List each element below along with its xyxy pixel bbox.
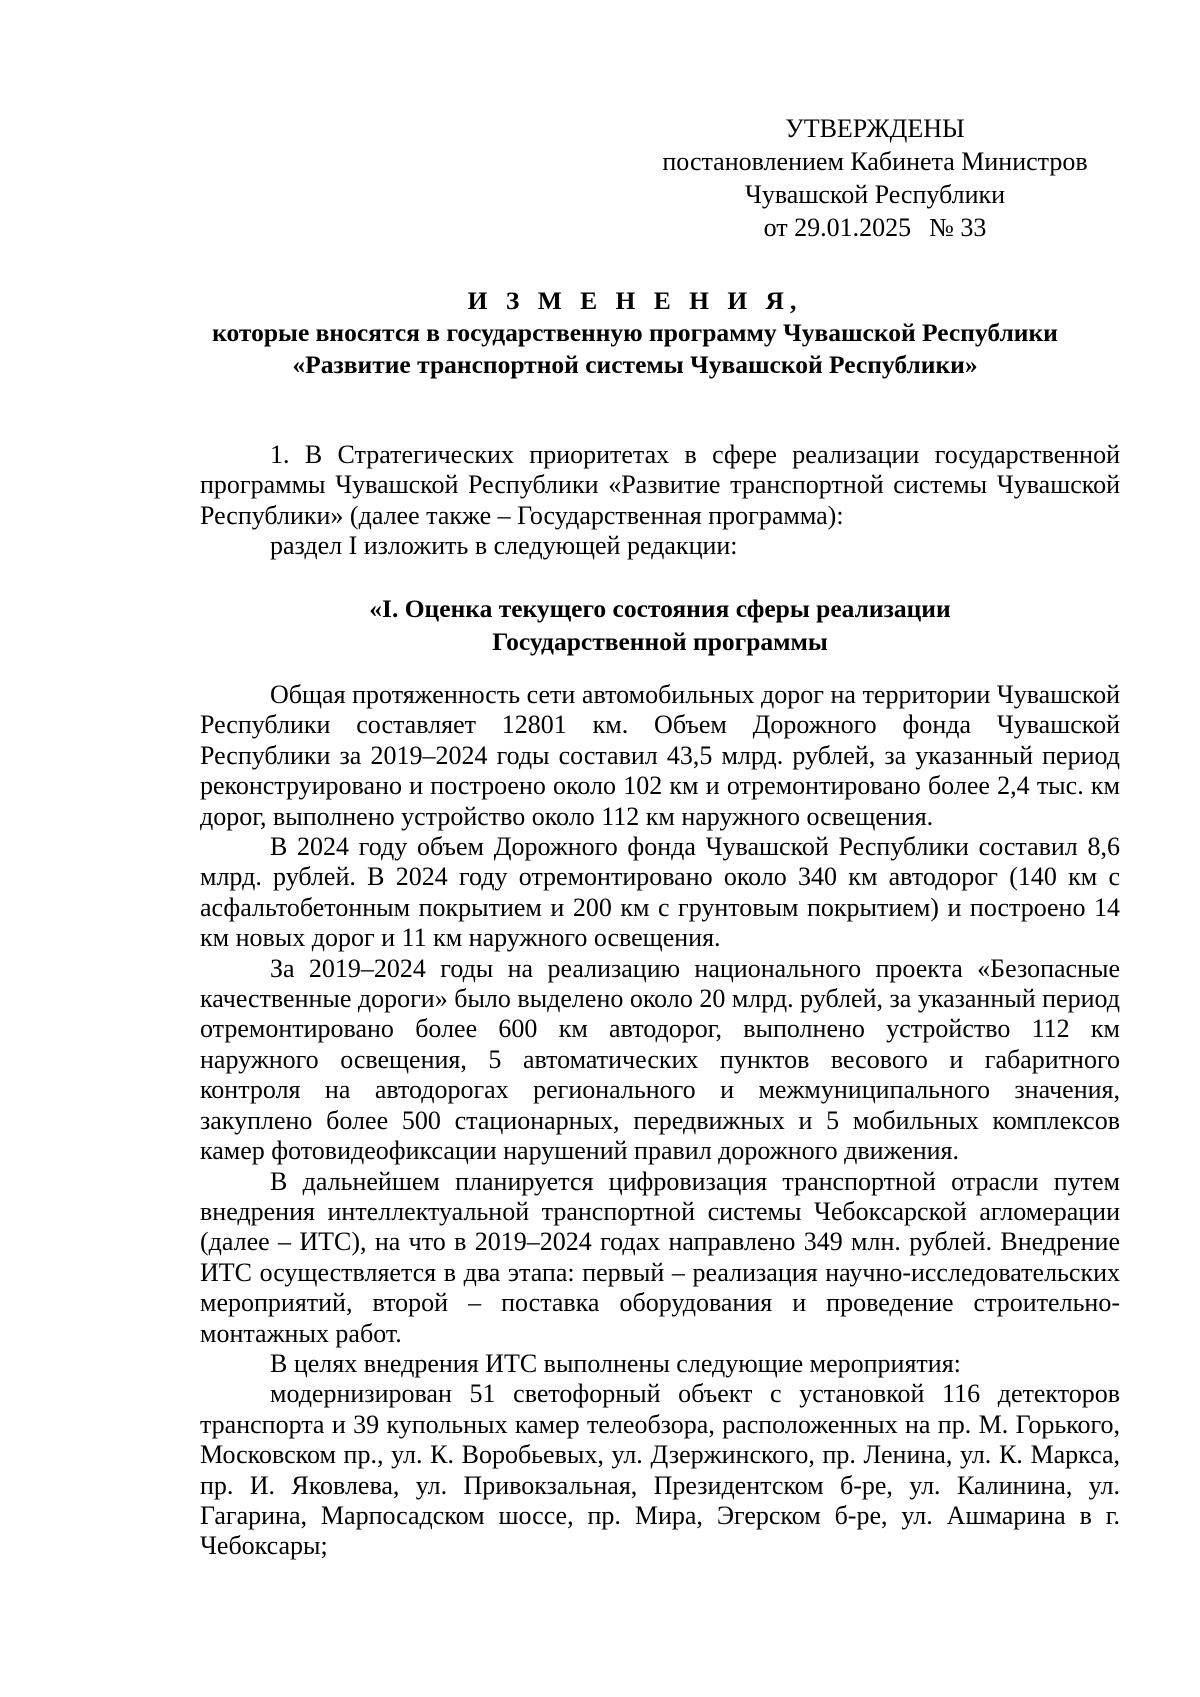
approval-number: № 33 bbox=[929, 213, 987, 242]
body-paragraph: За 2019–2024 годы на реализацию национального проекта «Безопасные качественные дороги» было выделено около 20 млрд. рублей, за указанный период отремонтировано более 600 км автодорог, выполнено устройство 112 км наружного освещения, 5 автоматических пунктов весового и габаритного контроля на автодорогах регионального и межмуниципального значения, закуплено более 500 стационарных, передвижных и 5 мобильных комплексов камер фотовидеофиксации нарушений правил дорожного движения. bbox=[200, 953, 1120, 1166]
body-paragraph: Общая протяженность сети автомобильных дорог на территории Чувашской Республики составляет 12801 км. Объем Дорожного фонда Чувашской Республики за 2019–2024 годы составил 43,5 млрд. рублей, за указанный период реконструировано и построено около 102 км и отремонтировано более 2,4 тыс. км дорог, выполнено устройство около 112 км наружного освещения. bbox=[200, 680, 1120, 831]
title-line-1: которые вносятся в государственную программу Чувашской Республики bbox=[212, 318, 1058, 347]
intro-paragraph-2: раздел I изложить в следующей редакции: bbox=[270, 531, 738, 561]
intro-paragraph-1: 1. В Стратегических приоритетах в сфере реализации государственной программы Чувашской Республики «Развитие транспортной системы Чувашской Республики» (далее также – Государственная программа): bbox=[200, 440, 1120, 530]
section-heading-line-1: «I. Оценка текущего состояния сферы реализации bbox=[369, 594, 951, 623]
body-paragraph: В целях внедрения ИТС выполнены следующие мероприятия: bbox=[270, 1348, 961, 1378]
body-paragraph: В 2024 году объем Дорожного фонда Чувашской Республики составил 8,6 млрд. рублей. В 2024 году отремонтировано около 340 км автодорог (140 км с асфальтобетонным покрытием и 200 км с грунтовым покрытием) и построено 14 км новых дорог и 11 км наружного освещения. bbox=[200, 832, 1120, 953]
approval-line-3: Чувашской Республики bbox=[744, 180, 1006, 209]
intro-block bbox=[200, 440, 1120, 562]
approval-stamp bbox=[600, 112, 1150, 244]
document-title bbox=[160, 285, 1110, 381]
approval-date-line bbox=[600, 211, 1150, 244]
title-heading: И З М Е Н Е Н И Я, bbox=[467, 286, 803, 315]
approval-line-2: постановлением Кабинета Министров bbox=[662, 147, 1088, 176]
section-heading-line-2: Государственной программы bbox=[492, 627, 828, 656]
approval-date: от 29.01.2025 bbox=[763, 213, 912, 242]
section-body bbox=[200, 680, 1120, 1562]
approval-line-1: УТВЕРЖДЕНЫ bbox=[785, 114, 965, 143]
body-paragraph: В дальнейшем планируется цифровизация транспортной отрасли путем внедрения интеллектуальной транспортной системы Чебоксарской агломерации (далее – ИТС), на что в 2019–2024 годах направлено 349 млн. рублей. Внедрение ИТС осуществляется в два этапа: первый – реализация научно-исследовательских мероприятий, второй – поставка оборудования и проведение строительно-монтажных работ. bbox=[200, 1166, 1120, 1348]
title-line-2: «Развитие транспортной системы Чувашской Республики» bbox=[292, 350, 978, 379]
section-heading bbox=[200, 592, 1120, 658]
body-paragraph: модернизирован 51 светофорный объект с установкой 116 детекторов транспорта и 39 купольных камер телеобзора, расположенных на пр. М. Горького, Московском пр., ул. К. Воробьевых, ул. Дзержинского, пр. Ленина, ул. К. Маркса, пр. И. Яковлева, ул. Привокзальная, Президентском б-ре, ул. Калинина, ул. Гагарина, Марпосадском шоссе, пр. Мира, Эгерском б-ре, ул. Ашмарина в г. Чебоксары; bbox=[200, 1379, 1120, 1561]
